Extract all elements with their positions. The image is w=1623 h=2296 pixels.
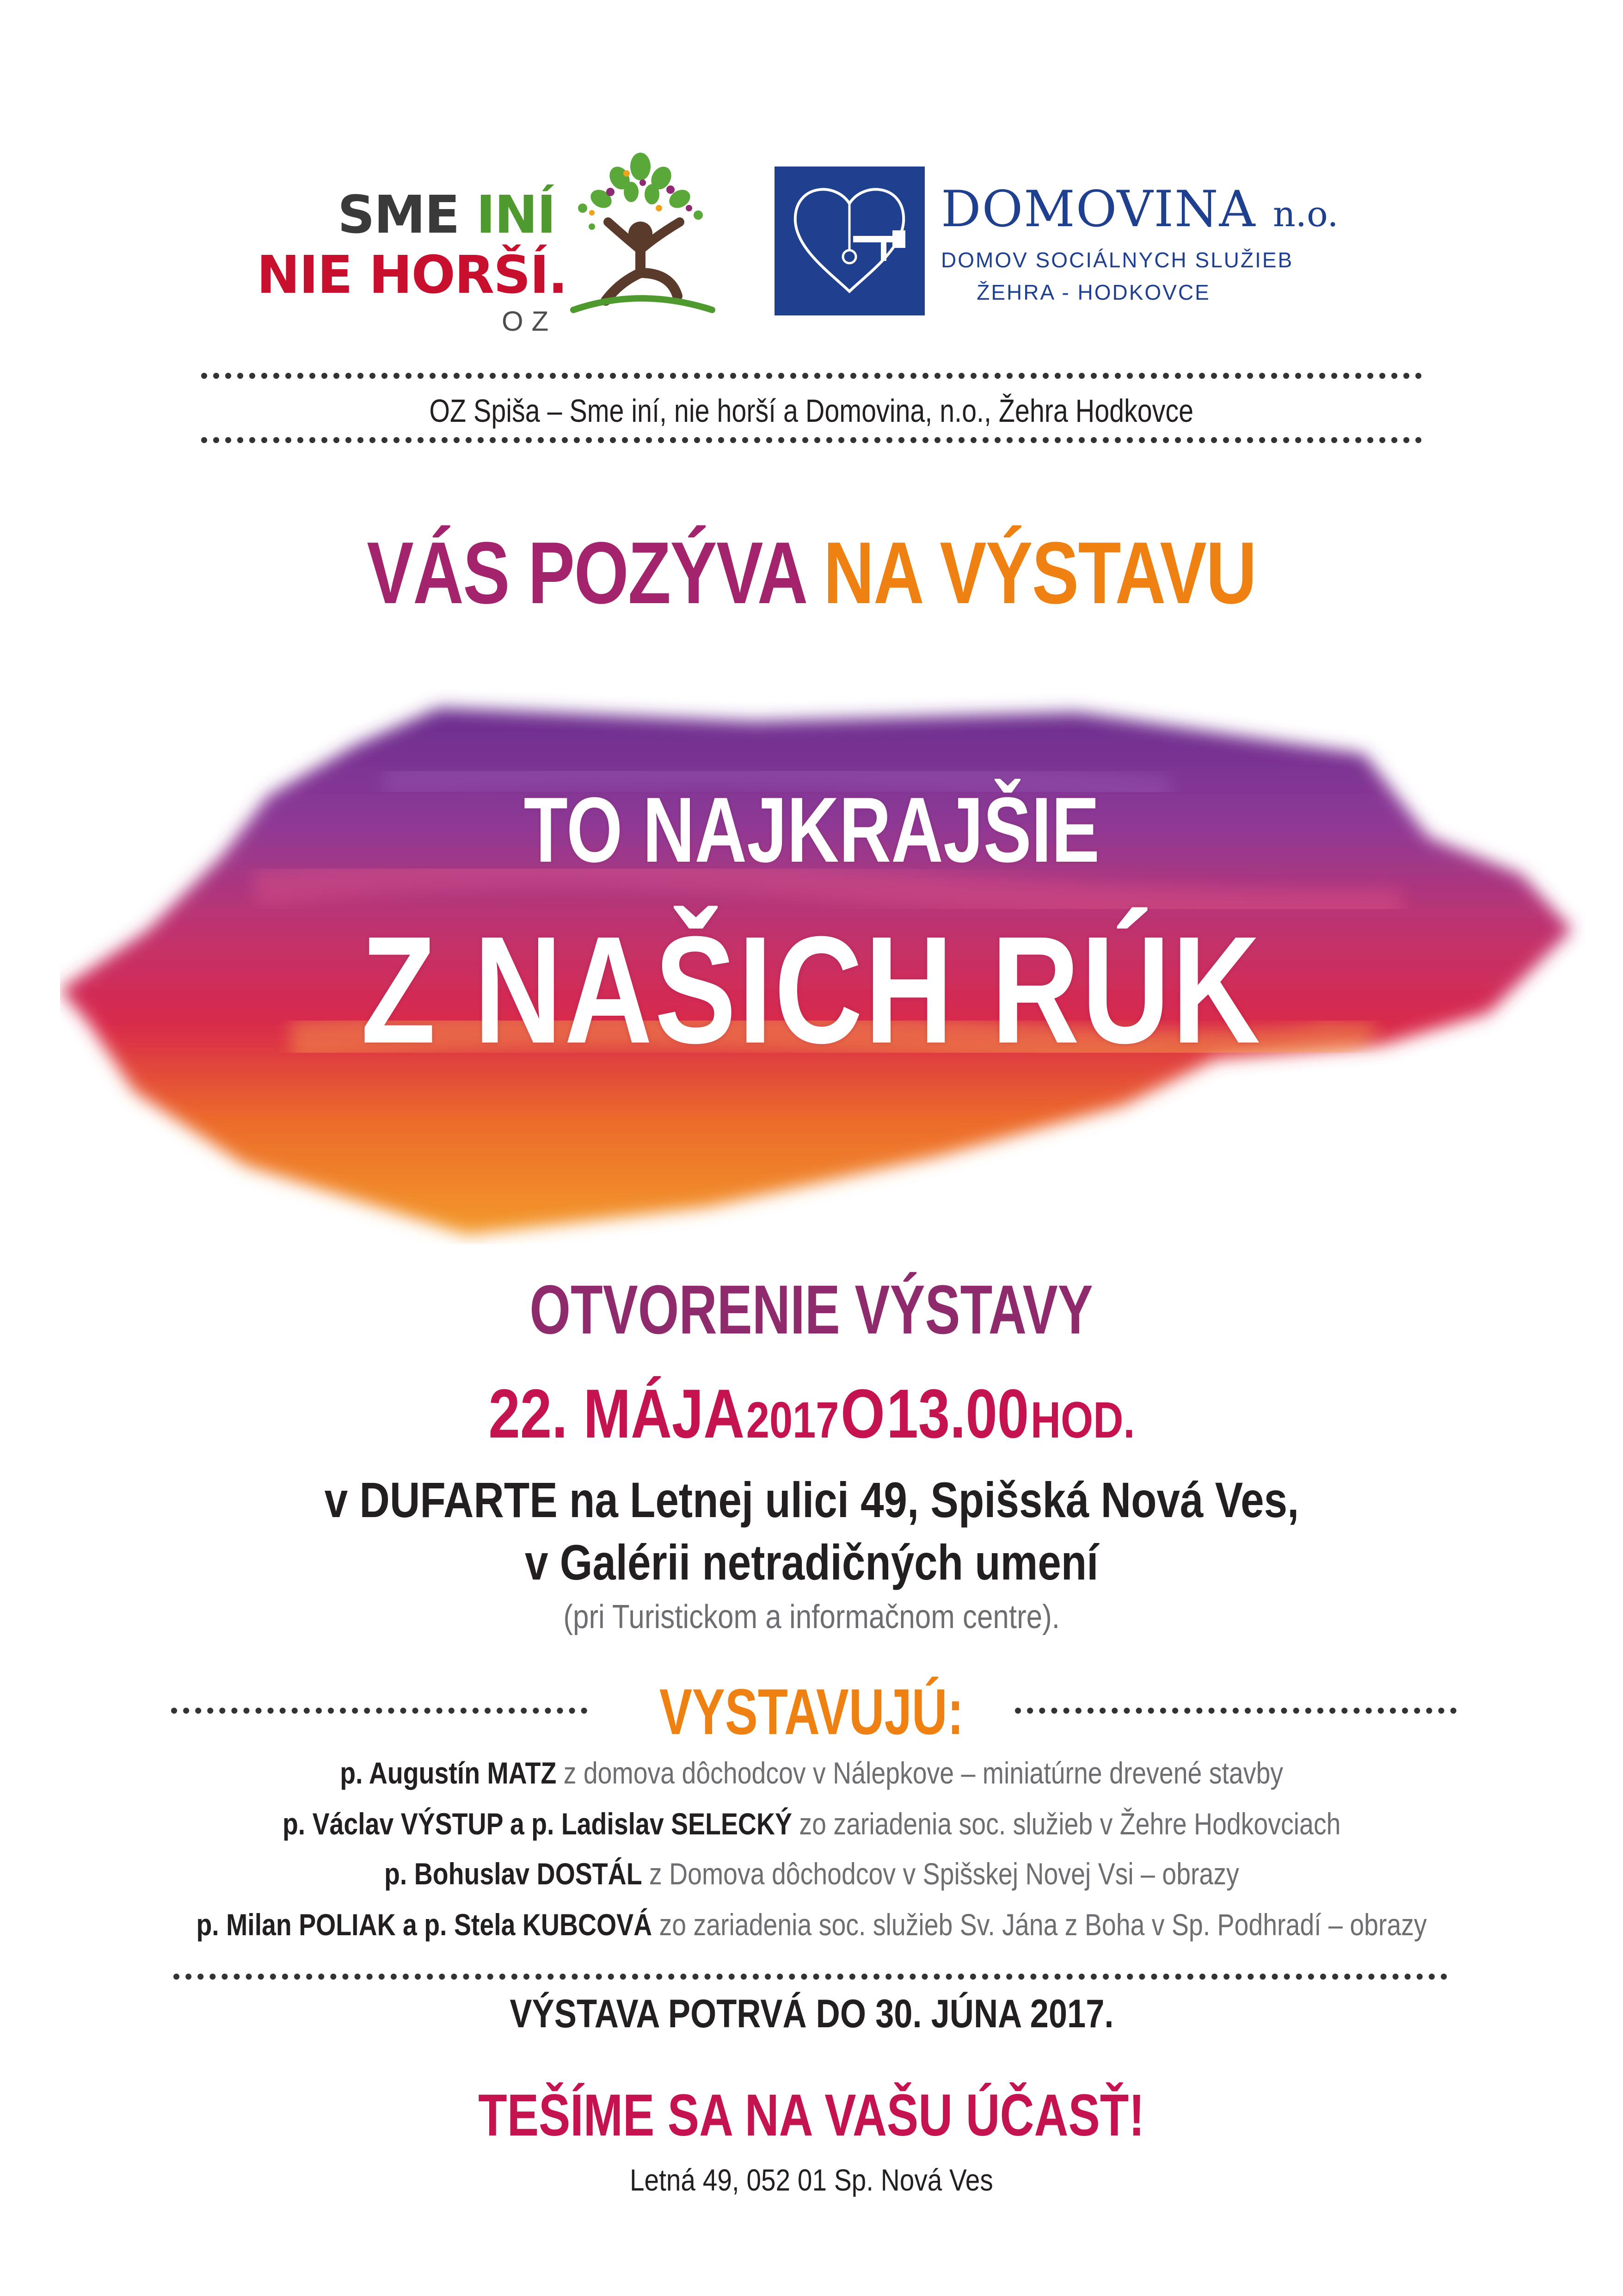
exhibitor-names: p. Augustín MATZ (340, 1756, 557, 1790)
exhibitor-detail: zo zariadenia soc. služieb v Žehre Hodkovciach (799, 1807, 1341, 1841)
exhibitor-names: p. Milan POLIAK a p. Stela KUBCOVÁ (196, 1907, 652, 1942)
opening-at: O (840, 1375, 885, 1452)
exhibitors-heading-text: VYSTAVUJÚ: (659, 1675, 964, 1748)
logo-sme-line1 (338, 185, 555, 245)
exhibition-duration (0, 1991, 1623, 2037)
exhibitor-row (0, 1856, 1623, 1891)
exhibitor-row (0, 1755, 1623, 1790)
venue-line-1 (0, 1471, 1623, 1529)
dotted-divider (173, 1974, 1447, 1980)
exhibitor-row (0, 1907, 1623, 1942)
address-text: Letná 49, 052 01 Sp. Nová Ves (630, 2163, 993, 2197)
headline-part-2: NA VÝSTAVU (824, 524, 1256, 622)
domovina-title (941, 180, 1339, 238)
exhibitor-detail: z domova dôchodcov v Nálepkove – miniatúrne drevené stavby (563, 1756, 1283, 1790)
exhibitor-names: p. Václav VÝSTUP a p. Ladislav SELECKÝ (282, 1807, 792, 1841)
opening-datetime (0, 1374, 1623, 1454)
organizers-line (0, 392, 1623, 429)
dotted-divider (201, 437, 1422, 443)
logo-sme-ini-nie-horsi (257, 153, 728, 347)
domovina-subtitle-1: DOMOV SOCIÁLNYCH SLUŽIEB (941, 248, 1294, 272)
exhibitor-detail: z Domova dôchodcov v Spišskej Novej Vsi – obrazy (649, 1857, 1239, 1891)
logo-sme-oz: OZ (502, 306, 557, 337)
opening-day: 22. MÁJA (488, 1375, 744, 1452)
logo-ini-word: INÍ (476, 185, 555, 245)
logo-sme-line2: NIE HORŠÍ. (257, 245, 567, 305)
venue-address (0, 2162, 1623, 2197)
tree-person-icon (564, 153, 717, 319)
dotted-divider (201, 373, 1422, 379)
domovina-emblem (775, 167, 925, 315)
dotted-divider (1015, 1708, 1457, 1714)
logo-domovina (775, 167, 1376, 319)
exhibitor-row (0, 1806, 1623, 1841)
opening-label-text: OTVORENIE VÝSTAVY (529, 1271, 1094, 1348)
welcome-message (0, 2081, 1623, 2149)
domovina-suffix: n.o. (1273, 193, 1339, 235)
opening-time: 13.00 (886, 1375, 1029, 1452)
title-line-1-text: TO NAJKRAJŠIE (523, 778, 1100, 882)
domovina-name-text: DOMOVINA (941, 180, 1256, 238)
title-line-2-text: Z NAŠICH RÚK (361, 904, 1262, 1075)
exhibitor-detail: zo zariadenia soc. služieb Sv. Jána z Boha v Sp. Podhradí – obrazy (659, 1907, 1427, 1942)
venue-line-1-text: v DUFARTE na Letnej ulici 49, Spišská Nová Ves, (324, 1472, 1299, 1528)
welcome-text: TEŠÍME SA NA VAŠU ÚČASŤ! (478, 2082, 1145, 2148)
exhibition-title-line-1 (0, 777, 1623, 883)
headline-part-1: VÁS POZÝVA (367, 524, 805, 622)
domovina-subtitle-2: ŽEHRA - HODKOVCE (977, 280, 1211, 304)
duration-text: VÝSTAVA POTRVÁ DO 30. JÚNA 2017. (509, 1992, 1114, 2036)
opening-label (0, 1270, 1623, 1350)
opening-hod: HOD. (1030, 1392, 1135, 1449)
venue-line-3 (0, 1598, 1623, 1636)
exhibitor-names: p. Bohuslav DOSTÁL (384, 1857, 642, 1891)
heart-key-icon (775, 167, 925, 315)
venue-line-3-text: (pri Turistickom a informačnom centre). (563, 1599, 1060, 1636)
organizers-text: OZ Spiša – Sme iní, nie horší a Domovina, n.o., Žehra Hodkovce (429, 393, 1194, 429)
opening-year: 2017 (746, 1392, 839, 1449)
invitation-headline (0, 523, 1623, 623)
logo-sme-word: SME (338, 185, 476, 245)
venue-line-2-text: v Galérii netradičných umení (524, 1534, 1099, 1590)
exhibition-title-line-2 (0, 902, 1623, 1078)
venue-line-2 (0, 1533, 1623, 1591)
